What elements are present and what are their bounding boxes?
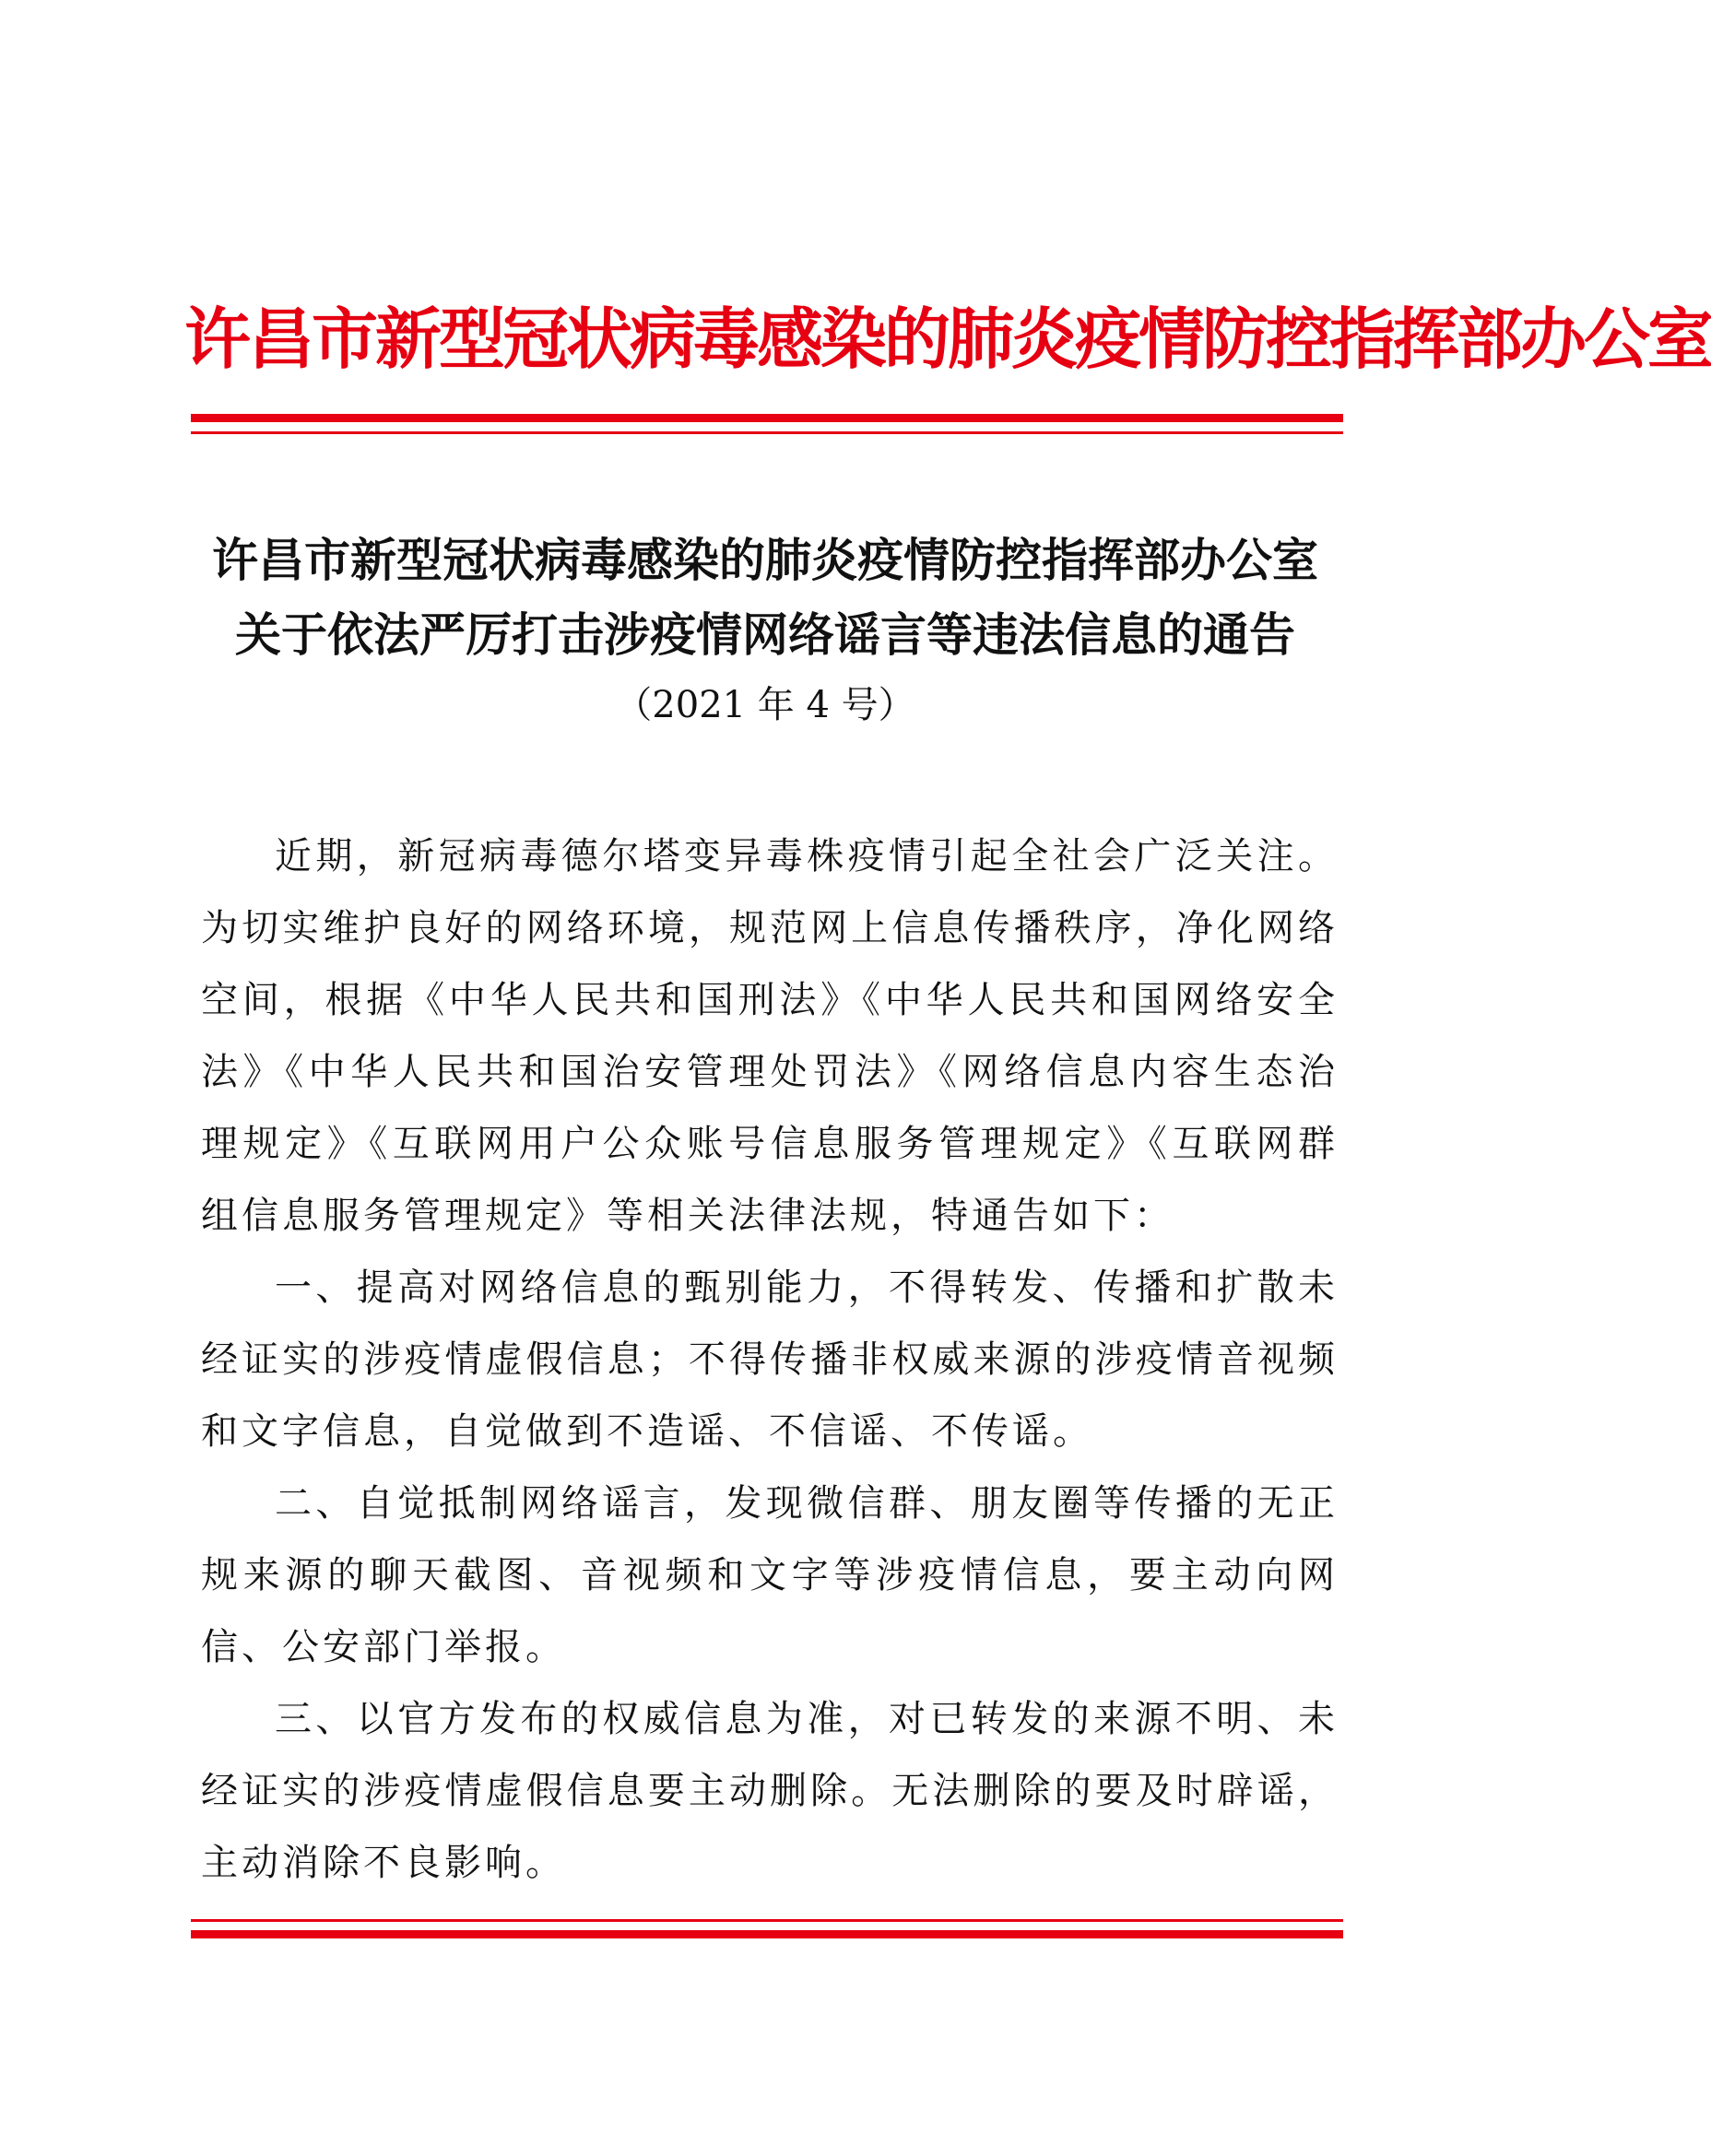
body-paragraph-intro: 近期，新冠病毒德尔塔变异毒株疫情引起全社会广泛关注。为切实维护良好的网络环境，规范网上信息传播秩序，净化网络空间，根据《中华人民共和国刑法》《中华人民共和国网络安全法》《中华人民共和国治安管理处罚法》《网络信息内容生态治理规定》《互联网用户公众账号信息服务管理规定》《互联网群组信息服务管理规定》等相关法律法规，特通告如下： <box>201 835 1339 1237</box>
footer-rule-thick <box>191 1930 1343 1938</box>
header-rule-thin <box>191 431 1343 434</box>
header-rule-thick <box>191 414 1343 422</box>
document-number: （2021 年 4 号） <box>615 684 915 726</box>
document-title-line1: 许昌市新型冠状病毒感染的肺炎疫情防控指挥部办公室 <box>212 533 1318 587</box>
document-body <box>201 820 1339 1899</box>
document-title-line2: 关于依法严厉打击涉疫情网络谣言等违法信息的通告 <box>235 607 1295 662</box>
body-paragraph-item-2: 二、自觉抵制网络谣言，发现微信群、朋友圈等传播的无正规来源的聊天截图、音视频和文字等涉疫情信息，要主动向网信、公安部门举报。 <box>201 1482 1339 1668</box>
body-paragraph-item-3: 三、以官方发布的权威信息为准，对已转发的来源不明、未经证实的涉疫情虚假信息要主动删除。无法删除的要及时辟谣，主动消除不良影响。 <box>201 1698 1339 1884</box>
footer-rule-thin <box>191 1919 1343 1922</box>
body-paragraph-item-1: 一、提高对网络信息的甄别能力，不得转发、传播和扩散未经证实的涉疫情虚假信息；不得传播非权威来源的涉疫情音视频和文字信息，自觉做到不造谣、不信谣、不传谣。 <box>201 1267 1339 1453</box>
issuing-authority-header: 许昌市新型冠状病毒感染的肺炎疫情防控指挥部办公室 <box>184 300 1711 378</box>
